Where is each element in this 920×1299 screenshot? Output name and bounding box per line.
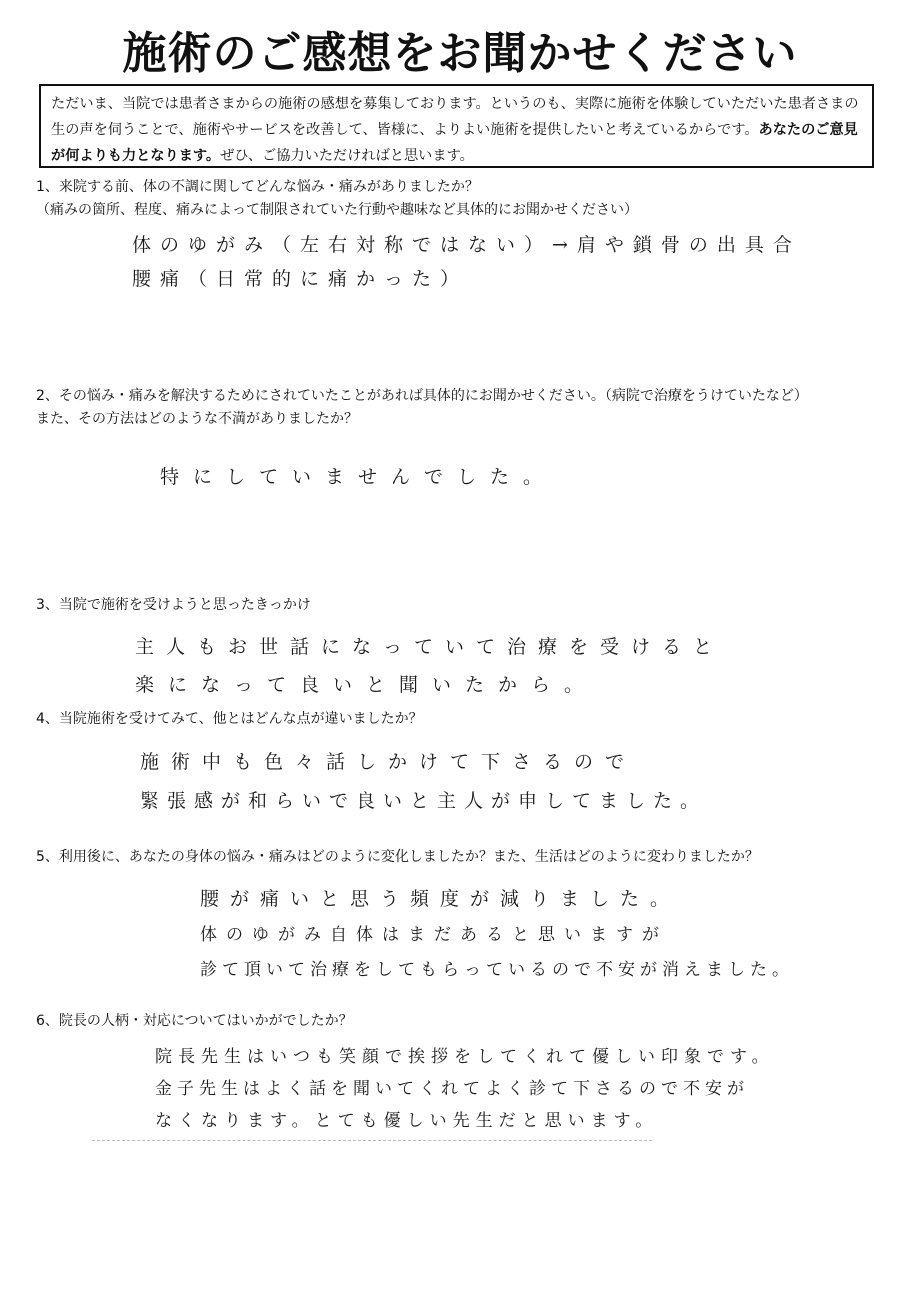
question-1-sub: （痛みの箇所、程度、痛みによって制限されていた行動や趣味など具体的にお聞かせください） bbox=[36, 202, 638, 218]
question-2-sub: また、その方法はどのような不満がありましたか？ bbox=[36, 411, 358, 427]
page-title: 施術のご感想をお聞かせください bbox=[122, 28, 798, 79]
answer-5-line-2: 体のゆがみ自体はまだあると思いますが bbox=[200, 925, 668, 945]
question-5: 5、利用後に、あなたの身体の悩み・痛みはどのように変化しましたか？また、生活はどのように変わりましたか？ bbox=[36, 849, 759, 865]
answer-6-line-3: なくなります。とても優しい先生だと思います。 bbox=[155, 1111, 659, 1131]
answer-1-line-2: 腰痛（日常的に痛かった） bbox=[132, 268, 469, 290]
answer-6-line-2: 金子先生はよく話を聞いてくれてよく診て下さるので不安が bbox=[155, 1079, 749, 1099]
bottom-dashed-rule bbox=[92, 1140, 652, 1141]
answer-6-line-1: 院長先生はいつも笑顔で挨拶をしてくれて優しい印象です。 bbox=[155, 1047, 775, 1067]
answer-4-line-1: 施術中も色々話しかけて下さるので bbox=[140, 751, 637, 773]
question-2: 2、その悩み・痛みを解決するためにされていたことがあれば具体的にお聞かせください。（病院で治療をうけていたなど） bbox=[36, 388, 808, 404]
intro-text-end: ぜひ、ご協力いただければと思います。 bbox=[220, 148, 474, 164]
answer-3-line-1: 主人もお世話になっていて治療を受けると bbox=[135, 636, 725, 658]
intro-text: ただいま、当院では患者さまからの施術の感想を募集しております。というのも、実際に施術を体験していただいた患者さまの生の声を伺うことで、施術やサービスを改善して、皆様に、よりよい施術を提供したいと考えているからです。 bbox=[51, 96, 859, 138]
question-4: 4、当院施術を受けてみて、他とはどんな点が違いましたか？ bbox=[36, 711, 423, 727]
answer-5-line-3: 診て頂いて治療をしてもらっているので不安が消えました。 bbox=[200, 960, 794, 980]
answer-5-line-1: 腰が痛いと思う頻度が減りました。 bbox=[200, 888, 681, 910]
question-1: 1、来院する前、体の不調に関してどんな悩み・痛みがありましたか？ bbox=[36, 179, 479, 195]
question-6: 6、院長の人柄・対応についてはいかがでしたか？ bbox=[36, 1013, 353, 1029]
question-3: 3、当院で施術を受けようと思ったきっかけ bbox=[36, 597, 311, 613]
answer-1-line-1: 体のゆがみ（左右対称ではない）→肩や鎖骨の出具合 bbox=[132, 234, 801, 256]
intro-bold-text: あなたのご意見が何よりも力となります。 bbox=[51, 122, 858, 164]
answer-3-line-2: 楽になって良いと聞いたから。 bbox=[135, 674, 598, 696]
answer-4-line-2: 緊張感が和らいで良いと主人が申してました。 bbox=[140, 790, 708, 812]
answer-2-line-1: 特にしていませんでした。 bbox=[160, 466, 557, 488]
intro-box bbox=[39, 84, 874, 168]
